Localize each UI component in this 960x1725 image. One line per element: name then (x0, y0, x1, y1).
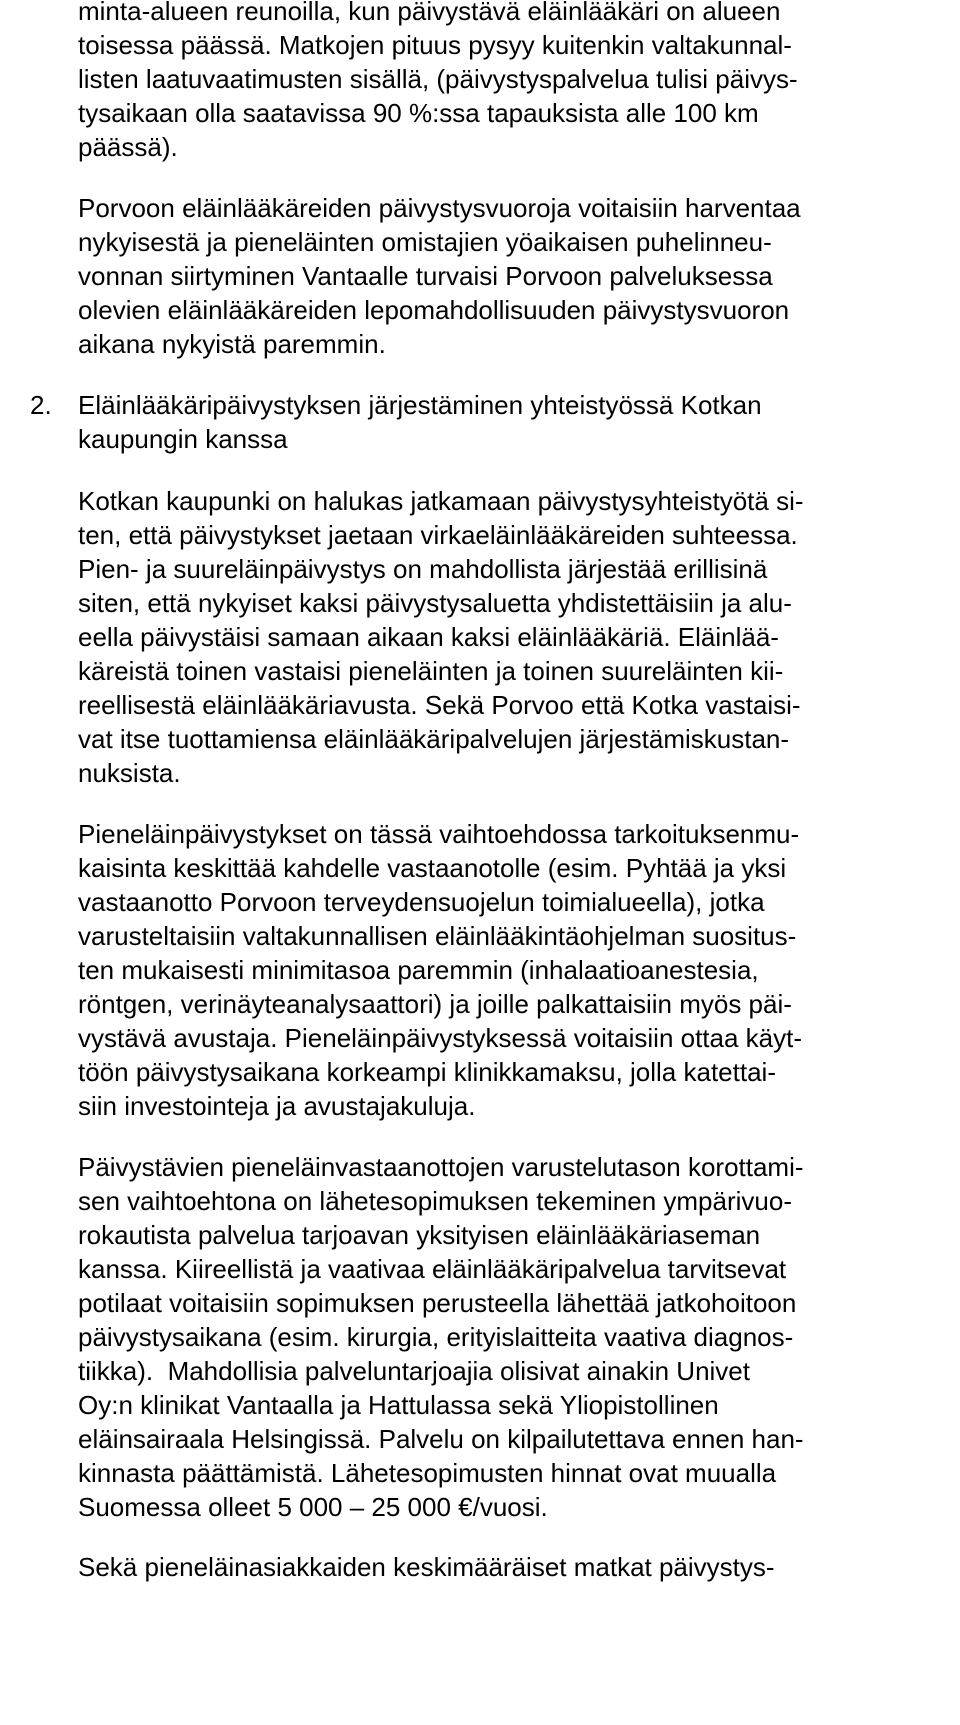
section-heading: Eläinlääkäripäivystyksen järjestäminen yhteistyössä Kotkan (78, 390, 762, 420)
text-line: olevien eläinlääkäreiden lepomahdollisuuden päivystysvuoron (78, 295, 790, 325)
text-line: kaisinta keskittää kahdelle vastaanotolle (esim. Pyhtää ja yksi (78, 853, 787, 883)
text-line: ten mukaisesti minimitasoa paremmin (inhalaatioanestesia, (78, 955, 759, 985)
text-line: röntgen, verinäyteanalysaattori) ja joille palkattaisiin myös päi- (78, 989, 792, 1019)
text-line: eella päivystäisi samaan aikaan kaksi eläinlääkäriä. Eläinlää- (78, 622, 779, 652)
text-line: nuksista. (78, 758, 181, 788)
text-line: potilaat voitaisiin sopimuksen perusteella lähettää jatkohoitoon (78, 1288, 797, 1318)
text-line: Päivystävien pieneläinvastaanottojen varustelutason korottami- (78, 1152, 804, 1182)
text-line: töön päivystysaikana korkeampi klinikkamaksu, jolla katettai- (78, 1057, 776, 1087)
text-line: vonnan siirtyminen Vantaalle turvaisi Porvoon palveluksessa (78, 261, 773, 291)
text-line: Suomessa olleet 5 000 – 25 000 €/vuosi. (78, 1492, 548, 1522)
text-line: rokautista palvelua tarjoavan yksityisen eläinlääkäriaseman (78, 1220, 761, 1250)
text-line: päässä). (78, 132, 178, 162)
text-line: Porvoon eläinlääkäreiden päivystysvuoroja voitaisiin harventaa (78, 193, 801, 223)
text-line: toisessa päässä. Matkojen pituus pysyy kuitenkin valtakunnal- (78, 30, 792, 60)
text-line: Pieneläinpäivystykset on tässä vaihtoehdossa tarkoituksenmu- (78, 819, 800, 849)
text-line: kinnasta päättämistä. Lähetesopimusten hinnat ovat muualla (78, 1458, 777, 1488)
text-line: reellisestä eläinlääkäriavusta. Sekä Porvoo että Kotka vastaisi- (78, 690, 801, 720)
text-line: tysaikaan olla saatavissa 90 %:ssa tapauksista alle 100 km (78, 98, 759, 128)
text-line: ten, että päivystykset jaetaan virkaeläinlääkäreiden suhteessa. (78, 520, 798, 550)
text-line: siten, että nykyiset kaksi päivystysaluetta yhdistettäisiin ja alu- (78, 588, 792, 618)
section-number: 2. (30, 390, 52, 420)
text-line: eläinsairaala Helsingissä. Palvelu on kilpailutettava ennen han- (78, 1424, 804, 1454)
text-line: Pien- ja suureläinpäivystys on mahdollista järjestää erillisinä (78, 554, 768, 584)
text-line: vastaanotto Porvoon terveydensuojelun toimialueella), jotka (78, 887, 765, 917)
text-line: varusteltaisiin valtakunnallisen eläinlääkintäohjelman suositus- (78, 921, 797, 951)
text-line: Oy:n klinikat Vantaalla ja Hattulassa sekä Yliopistollinen (78, 1390, 719, 1420)
text-line: siin investointeja ja avustajakuluja. (78, 1091, 476, 1121)
text-line: tiikka). Mahdollisia palveluntarjoajia olisivat ainakin Univet (78, 1356, 750, 1386)
text-line: Kotkan kaupunki on halukas jatkamaan päivystysyhteistyötä si- (78, 486, 804, 516)
text-line: kanssa. Kiireellistä ja vaativaa eläinlääkäripalvelua tarvitsevat (78, 1254, 787, 1284)
text-line: sen vaihtoehtona on lähetesopimuksen tekeminen ympärivuo- (78, 1186, 792, 1216)
text-line: nykyisestä ja pieneläinten omistajien yöaikaisen puhelinneu- (78, 227, 772, 257)
text-line: aikana nykyistä paremmin. (78, 329, 386, 359)
text-line: päivystysaikana (esim. kirurgia, erityislaitteita vaativa diagnos- (78, 1322, 794, 1352)
section-heading: kaupungin kanssa (78, 424, 288, 454)
text-line: käreistä toinen vastaisi pieneläinten ja toinen suureläinten kii- (78, 656, 784, 686)
text-line: vat itse tuottamiensa eläinlääkäripalvelujen järjestämiskustan- (78, 724, 790, 754)
text-line: vystävä avustaja. Pieneläinpäivystyksessä voitaisiin ottaa käyt- (78, 1023, 803, 1053)
text-line: minta-alueen reunoilla, kun päivystävä eläinlääkäri on alueen (78, 0, 781, 26)
text-line: listen laatuvaatimusten sisällä, (päivystyspalvelua tulisi päivys- (78, 64, 798, 94)
text-line: Sekä pieneläinasiakkaiden keskimääräiset matkat päivystys- (78, 1552, 775, 1582)
